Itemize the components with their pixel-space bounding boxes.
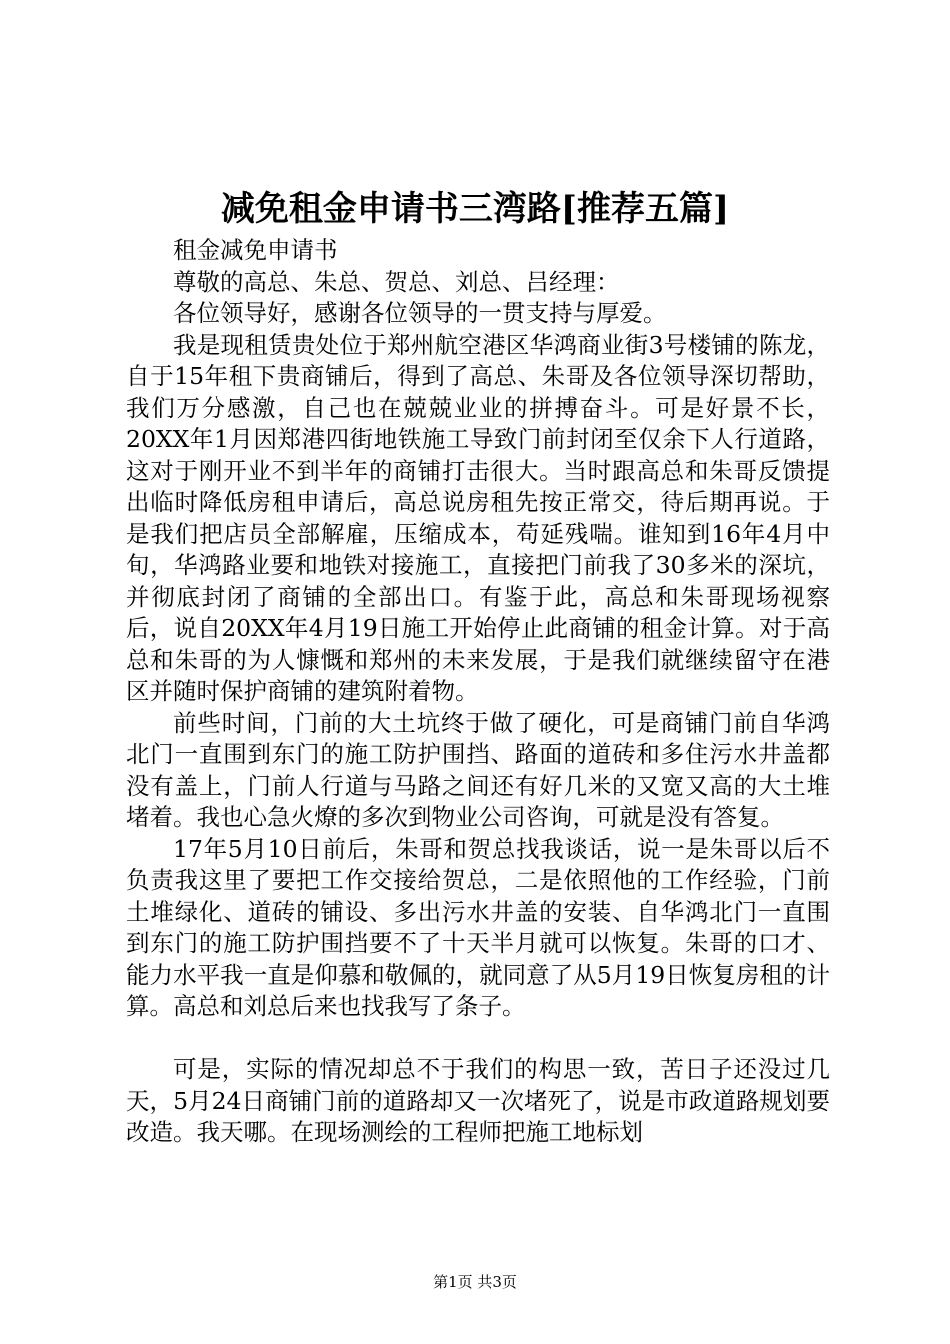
paragraph-salutation: 尊敬的高总、朱总、贺总、刘总、吕经理：: [173, 267, 620, 296]
document-title: 减免租金申请书三湾路[推荐五篇]: [220, 189, 730, 229]
document-body: [126, 235, 830, 1149]
paragraph-body-4: 可是，实际的情况却总不于我们的构思一致，苦日子还没过几天，5月24日商铺门前的道路却又一次堵死了，说是市政道路规划要改造。我天哪。在现场测绘的工程师把施工地标划: [126, 1055, 830, 1146]
paragraph-greeting: 各位领导好，感谢各位领导的一贯支持与厚爱。: [173, 299, 667, 327]
paragraph-body-1: 我是现租赁贵处位于郑州航空港区华鸿商业街3号楼铺的陈龙，自于15年租下贵商铺后，得到了高总、朱哥及各位领导深切帮助，我们万分感激，自己也在兢兢业业的拼搏奋斗。可是好景不长，20XX年1月因郑港四街地铁施工导致门前封闭至仅余下人行道路，这对于刚开业不到半年的商铺打击很大。当时跟高总和朱哥反馈提出临时降低房租申请后，高总说房租先按正常交，待后期再说。于是我们把店员全部解雇，压缩成本，苟延残喘。谁知到16年4月中旬，华鸿路业要和地铁对接施工，直接把门前我了30多米的深坑，并彻底封闭了商铺的全部出口。有鉴于此，高总和朱哥现场视察后，说自20XX年4月19日施工开始停止此商铺的租金计算。对于高总和朱哥的为人慷慨和郑州的未来发展，于是我们就继续留守在港区并随时保护商铺的建筑附着物。: [126, 330, 830, 705]
paragraph-body-3: 17年5月10日前后，朱哥和贺总找我谈话，说一是朱哥以后不负责我这里了要把工作交接给贺总，二是依照他的工作经验，门前土堆绿化、道砖的铺设、多出污水井盖的安装、自华鸿北门一直围到东门的施工防护围挡要不了十天半月就可以恢复。朱哥的口才、能力水平我一直是仰慕和敬佩的，就同意了从5月19日恢复房租的计算。高总和刘总后来也找我写了条子。: [126, 834, 830, 1020]
paragraph-body-2: 前些时间，门前的大土坑终于做了硬化，可是商铺门前自华鸿北门一直围到东门的施工防护围挡、路面的道砖和多住污水井盖都没有盖上，门前人行道与马路之间还有好几米的又宽又高的大土堆堵着。我也心急火燎的多次到物业公司咨询，可就是没有答复。: [126, 708, 830, 831]
paragraph-heading: 租金减免申请书: [173, 236, 338, 264]
page-number-footer: 第1页 共3页: [433, 1273, 517, 1291]
